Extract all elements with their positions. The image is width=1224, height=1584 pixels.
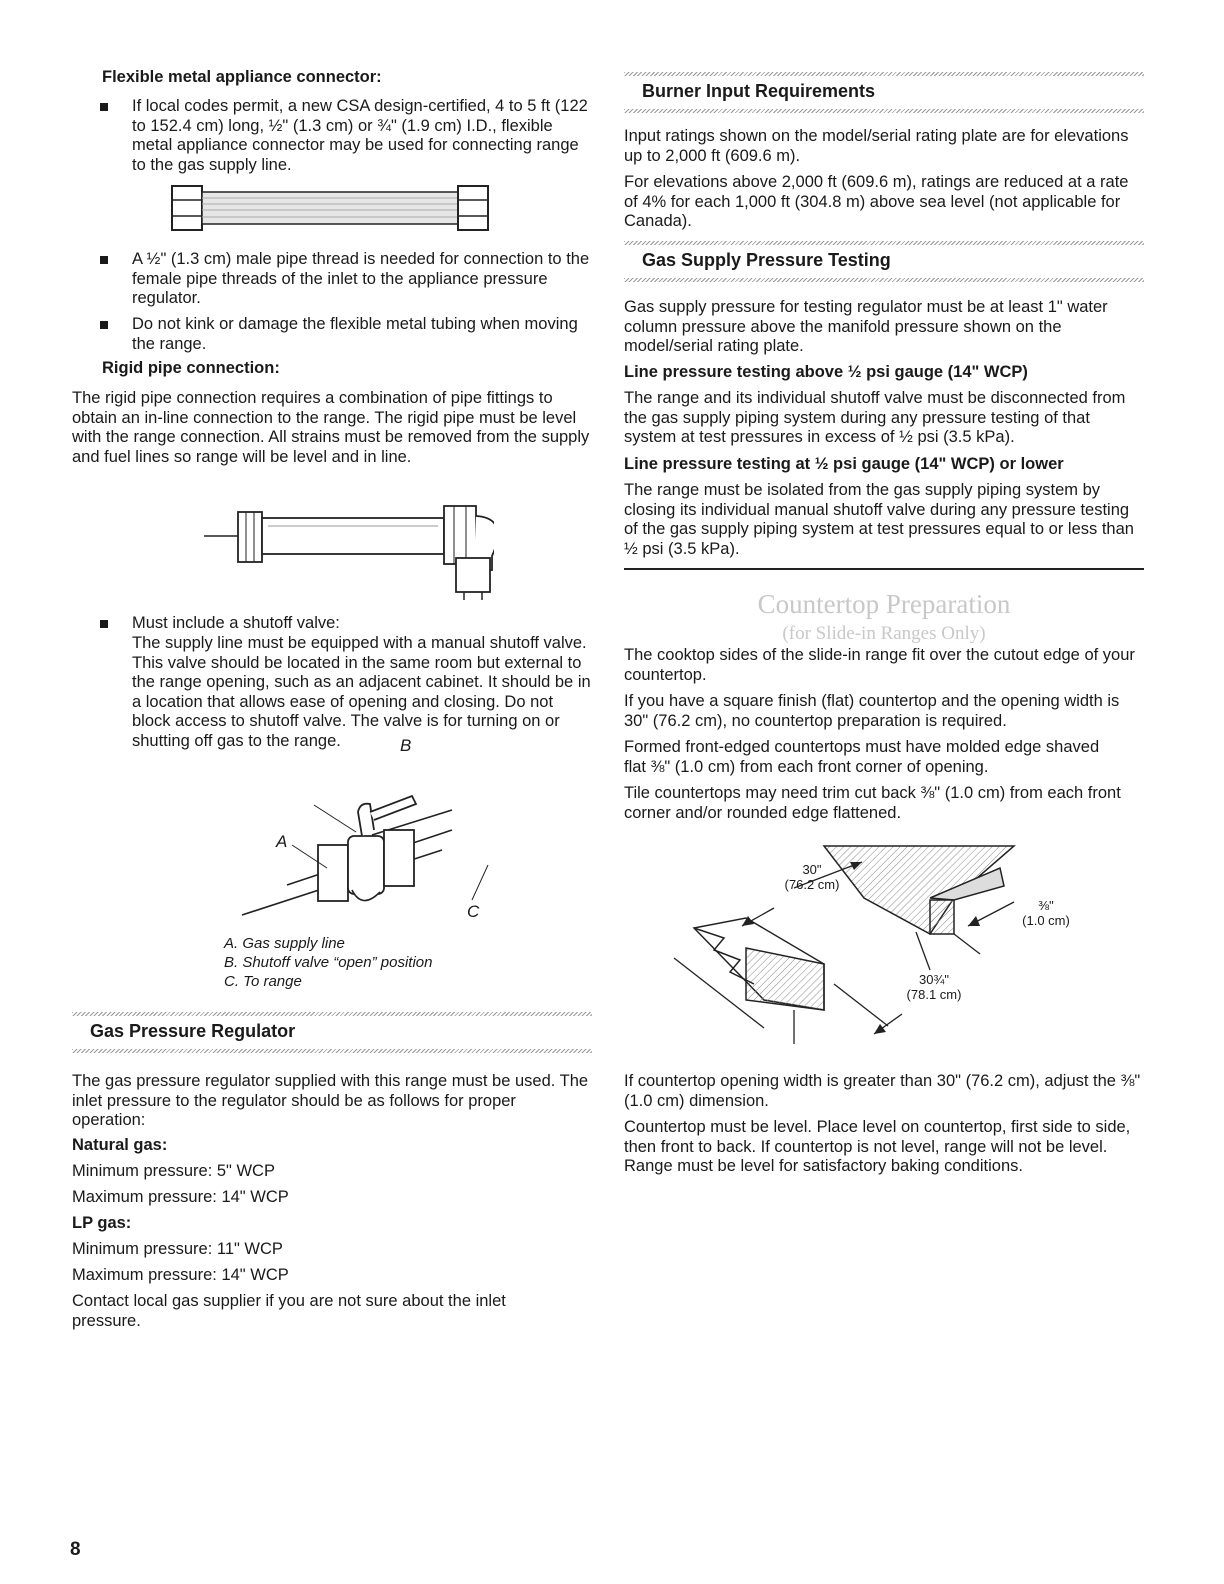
dim-30-3-4-label [894, 972, 974, 1002]
countertop-illustration [654, 838, 1084, 1052]
pressure-testing-p3: The range must be isolated from the gas supply piping system by closing its individual manual shutoff valve during any pressure testing of the gas supply piping system at test pressures equal to or less than ½ psi (3.5 kPa). [624, 481, 1134, 558]
countertop-p3: Formed front-edged countertops must have molded edge shaved flat ⅜" (1.0 cm) from each front corner of opening. [624, 738, 1100, 776]
valve-captions [224, 934, 584, 991]
dim-3-8-cm: (1.0 cm) [1022, 913, 1070, 928]
dim-30-3-4-inch: 30¾" [919, 972, 949, 987]
flex-connector-illustration [170, 184, 490, 234]
burner-input-p2: For elevations above 2,000 ft (609.6 m), ratings are reduced at a rate of 4% for each 1,000 ft (304.8 m) above sea level (not applicable for Canada). [624, 173, 1129, 230]
caption-a: A. Gas supply line [224, 935, 345, 952]
section-rule-bottom [624, 109, 1144, 113]
countertop-subtitle: (for Slide-in Ranges Only) [782, 623, 986, 644]
caption-b: B. Shutoff valve “open” position [224, 954, 433, 971]
flex-connector-bullet-1: If local codes permit, a new CSA design-certified, 4 to 5 ft (122 to 152.4 cm) long, ½" (1.3 cm) or ¾" (1.9 cm) I.D., flexible metal appliance connector may be used for connecting range to the gas supply line. [72, 97, 592, 175]
dim-3-8-inch: ⅜" [1038, 898, 1054, 913]
regulator-intro: The gas pressure regulator supplied with this range must be used. The inlet pressure to the regulator should be as follows for proper operation: [72, 1072, 589, 1129]
natural-gas-min: Minimum pressure: 5" WCP [72, 1162, 275, 1180]
rigid-pipe-illustration [204, 496, 494, 600]
page-number: 8 [70, 1539, 81, 1560]
rigid-pipe-text: The rigid pipe connection requires a combination of pipe fittings to obtain an in-line connection to the range. The rigid pipe must be level with the range connection. All strains must be removed from the supply and fuel lines so range will be level and in line. [72, 389, 590, 466]
valve-label-c: C [467, 902, 480, 921]
flex-connector-bullet-2: A ½" (1.3 cm) male pipe thread is needed for connection to the female pipe threads of the inlet to the appliance pressure regulator. [72, 250, 592, 309]
lp-gas-heading: LP gas: [72, 1214, 132, 1232]
dim-3-8-label [1010, 898, 1082, 928]
countertop-p5: If countertop opening width is greater than 30" (76.2 cm), adjust the ⅜" (1.0 cm) dimension. [624, 1072, 1141, 1110]
burner-input-title: Burner Input Requirements [642, 81, 876, 101]
countertop-p6: Countertop must be level. Place level on countertop, first side to side, then front to back. If countertop is not level, range will not be level. Range must be level for satisfactory baking conditions. [624, 1118, 1131, 1175]
gas-pressure-regulator-section [72, 1012, 592, 1053]
dim-30-label [772, 862, 852, 892]
gas-pressure-regulator-title: Gas Pressure Regulator [90, 1021, 296, 1041]
section-divider [624, 568, 1144, 570]
valve-label-b: B [400, 736, 412, 755]
flex-connector-heading: Flexible metal appliance connector: [102, 68, 382, 86]
section-rule-top [624, 72, 1144, 76]
pressure-testing-p2: The range and its individual shutoff valve must be disconnected from the gas supply piping system during any pressure testing of that system at test pressures in excess of ½ psi (3.5 kPa). [624, 389, 1126, 446]
pressure-testing-p1: Gas supply pressure for testing regulator must be at least 1" water column pressure above the manifold pressure shown on the model/serial rating plate. [624, 298, 1108, 355]
shutoff-valve-figure [202, 736, 532, 930]
valve-label-a: A [276, 832, 288, 851]
shutoff-valve-bullet: Must include a shutoff valve: [72, 614, 652, 634]
pressure-testing-h1: Line pressure testing above ½ psi gauge (14" WCP) [624, 363, 1028, 381]
shutoff-valve-text: The supply line must be equipped with a manual shutoff valve. This valve should be located in the same room but external to the range opening, such as an adjacent cabinet. It should be in a location that allows ease of opening and closing. Do not block access to shutoff valve. The valve is for turning on or shutting off gas to the range. [132, 634, 591, 750]
section-rule-bottom [624, 278, 1144, 282]
section-rule-top [72, 1012, 592, 1016]
dim-30-inch: 30" [802, 862, 822, 877]
dim-30-3-4-cm: (78.1 cm) [906, 987, 962, 1002]
dim-30-cm: (76.2 cm) [784, 877, 840, 892]
natural-gas-heading: Natural gas: [72, 1136, 168, 1154]
countertop-p4: Tile countertops may need trim cut back ⅜" (1.0 cm) from each front corner and/or rounded edge flattened. [624, 784, 1121, 822]
countertop-p1: The cooktop sides of the slide-in range fit over the cutout edge of your countertop. [624, 646, 1135, 684]
countertop-title: Countertop Preparation [757, 589, 1011, 619]
lp-gas-min: Minimum pressure: 11" WCP [72, 1240, 283, 1258]
flex-connector-bullet-3: Do not kink or damage the flexible metal tubing when moving the range. [72, 315, 592, 354]
section-rule-bottom [72, 1049, 592, 1053]
section-rule-top [624, 241, 1144, 245]
burner-input-p1: Input ratings shown on the model/serial rating plate are for elevations up to 2,000 ft (609.6 m). [624, 127, 1129, 165]
rigid-pipe-heading: Rigid pipe connection: [102, 359, 280, 377]
shutoff-valve-illustration [202, 740, 532, 930]
pressure-testing-title: Gas Supply Pressure Testing [642, 250, 891, 270]
caption-c: C. To range [224, 973, 302, 990]
countertop-p2: If you have a square finish (flat) countertop and the opening width is 30" (76.2 cm), no countertop preparation is required. [624, 692, 1120, 730]
burner-input-section [624, 72, 1144, 113]
regulator-contact: Contact local gas supplier if you are not sure about the inlet pressure. [72, 1292, 506, 1330]
pressure-testing-section [624, 241, 1144, 282]
natural-gas-max: Maximum pressure: 14" WCP [72, 1188, 289, 1206]
pressure-testing-h2: Line pressure testing at ½ psi gauge (14" WCP) or lower [624, 455, 1064, 473]
countertop-figure [654, 838, 1084, 1052]
lp-gas-max: Maximum pressure: 14" WCP [72, 1266, 289, 1284]
